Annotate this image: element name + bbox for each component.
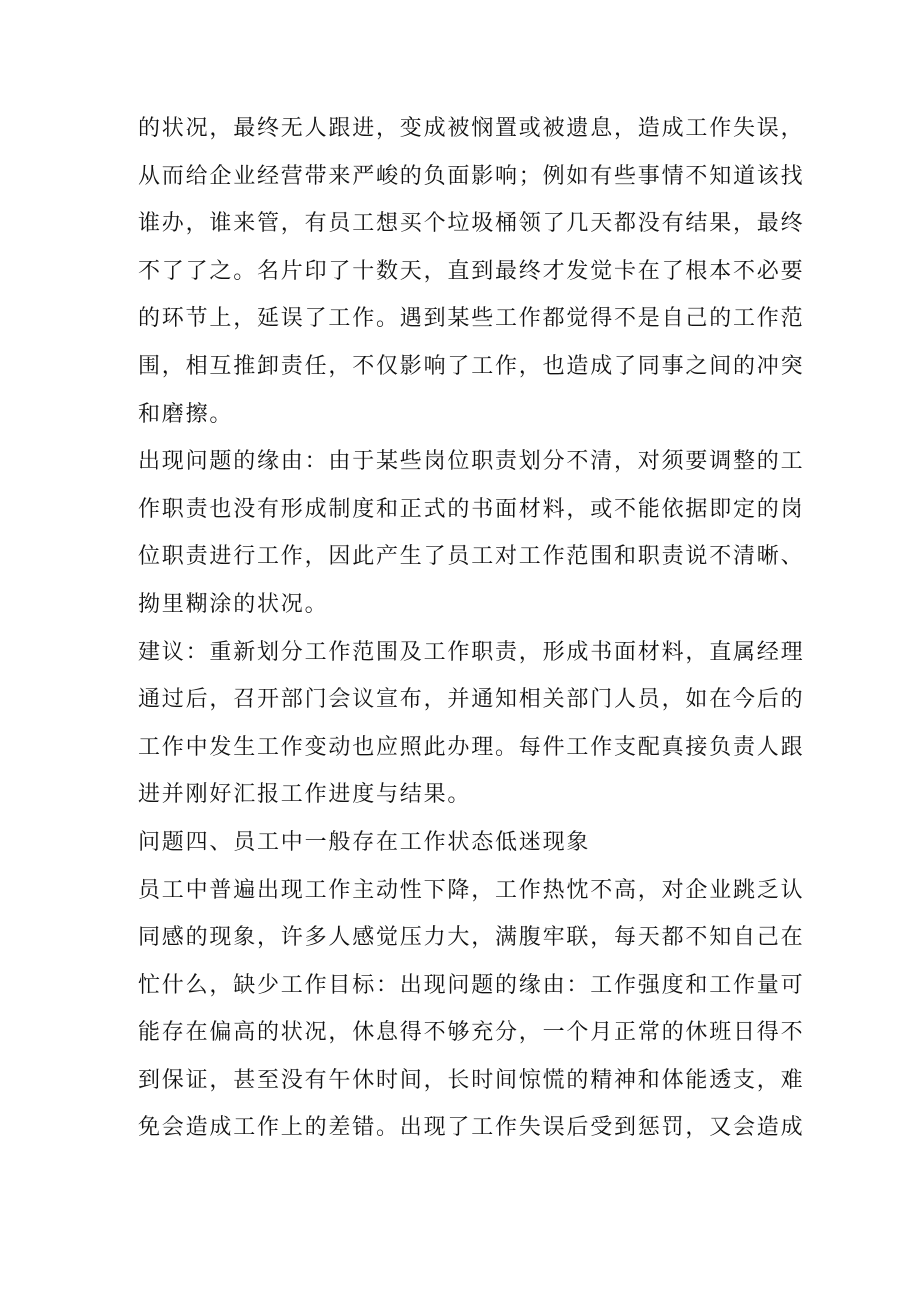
- text-line: 通过后，召开部门会议宣布，并通知相关部门人员，如在今后的: [138, 687, 805, 713]
- text-line: 作职责也没有形成制度和正式的书面材料，或不能依据即定的岗: [138, 496, 805, 522]
- text-line: 员工中普遍出现工作主动性下降，工作热忱不高，对企业跳乏认: [138, 877, 805, 903]
- document-body: [138, 105, 805, 1152]
- text-line: 谁办，谁来管，有员工想买个垃圾桶领了几天都没有结果，最终: [138, 211, 805, 237]
- text-line: 不了了之。名片印了十数天，直到最终才发觉卡在了根本不必要: [138, 258, 805, 284]
- text-line: 出现问题的缘由：由于某些岗位职责划分不清，对须要调整的工: [138, 449, 805, 475]
- text-line: 工作中发生工作变动也应照此办理。每件工作支配真接负责人跟: [138, 734, 805, 760]
- text-line: 免会造成工作上的差错。出现了工作失误后受到惩罚，又会造成: [138, 1115, 805, 1141]
- text-line: 拗里糊涂的状况。: [138, 591, 329, 617]
- text-line: 的状况，最终无人跟进，变成被悯置或被遗息，造成工作失误，: [138, 116, 805, 141]
- text-line: 的环节上，延误了工作。遇到某些工作都觉得不是自己的工作范: [138, 306, 805, 332]
- text-line: 围，相互推卸责任，不仅影响了工作，也造成了同事之间的冲突: [138, 353, 805, 379]
- text-line: 从而给企业经营带来严峻的负面影响；例如有些事情不知道该找: [138, 163, 805, 189]
- text-line: 建议：重新划分工作范围及工作职责，形成书面材料，直属经理: [138, 639, 805, 665]
- text-line: 到保证，甚至没有午休时间，长时间惊慌的精神和体能透支，难: [138, 1067, 805, 1093]
- text-line: 位职责进行工作，因此产生了员工对工作范围和职责说不清晰、: [138, 544, 805, 570]
- text-line: 同感的现象，许多人感觉压力大，满腹牢联，每天都不知自己在: [138, 925, 805, 951]
- section-heading: 问题四、员工中一般存在工作状态低迷现象: [138, 829, 591, 855]
- text-line: 忙什么，缺少工作目标：出现问题的缘由：工作强度和工作量可: [138, 972, 805, 998]
- text-line: 和磨擦。: [138, 401, 234, 427]
- text-line: 能存在偏高的状况，休息得不够充分，一个月正常的休班日得不: [138, 1020, 805, 1046]
- text-line: 进并刚好汇报工作进度与结果。: [138, 782, 472, 808]
